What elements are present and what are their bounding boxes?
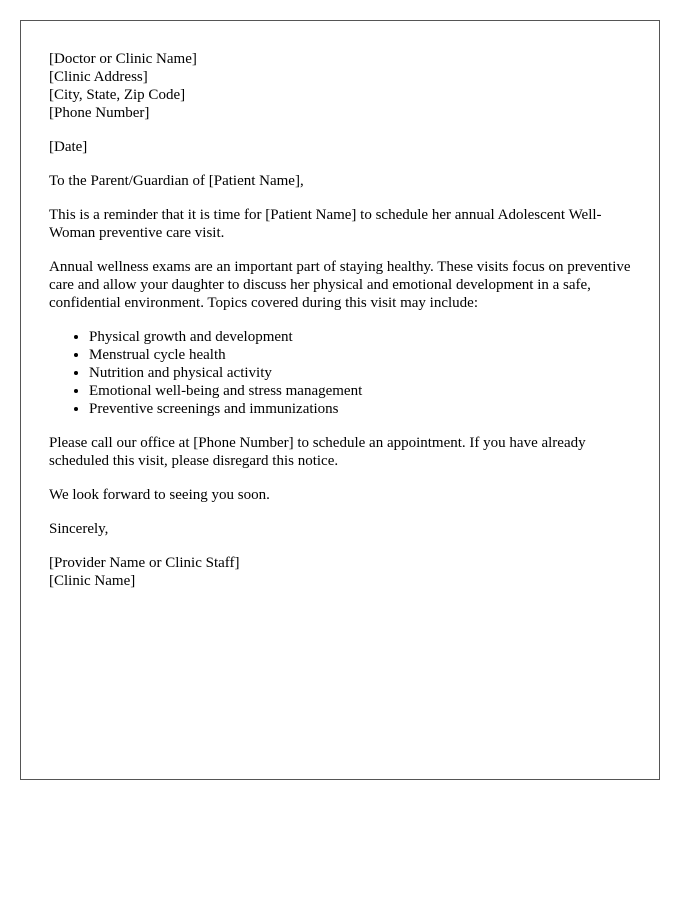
topics-list [49,328,631,418]
list-item: • Emotional well-being and stress management [89,382,631,400]
salutation: To the Parent/Guardian of [Patient Name], [49,173,304,189]
signature-provider: [Provider Name or Clinic Staff] [49,555,240,571]
list-item: • Physical growth and development [89,328,631,346]
signature-clinic: [Clinic Name] [49,573,136,589]
wellness-paragraph-block [49,258,631,312]
letter-date-block [49,138,631,156]
salutation-block [49,172,631,190]
look-forward-paragraph: We look forward to seeing you soon. [49,487,270,503]
wellness-paragraph: Annual wellness exams are an important part of staying healthy. These visits focus on preventive care and allow your daughter to discuss her physical and emotional development in a safe, confidential environment. Topics covered during this visit may include: [49,259,631,311]
list-item: • Nutrition and physical activity [89,364,631,382]
letter-date: [Date] [49,139,88,155]
call-paragraph: Please call our office at [Phone Number] to schedule an appointment. If you have already scheduled this visit, please disregard this notice. [49,435,586,469]
clinic-address: [Clinic Address] [49,69,148,85]
clinic-header [49,50,631,122]
letter-page [20,20,660,780]
clinic-city-state-zip: [City, State, Zip Code] [49,87,186,103]
look-forward-block [49,486,631,504]
clinic-phone: [Phone Number] [49,105,150,121]
clinic-name: [Doctor or Clinic Name] [49,51,197,67]
list-item: • Menstrual cycle health [89,346,631,364]
call-paragraph-block [49,434,631,470]
signoff-block [49,520,631,538]
reminder-paragraph-block [49,206,631,242]
list-item: • Preventive screenings and immunizations [89,400,631,418]
signoff: Sincerely, [49,521,109,537]
reminder-paragraph: This is a reminder that it is time for [Patient Name] to schedule her annual Adolescent Well-Woman preventive care visit. [49,207,602,241]
signature-block [49,554,631,590]
